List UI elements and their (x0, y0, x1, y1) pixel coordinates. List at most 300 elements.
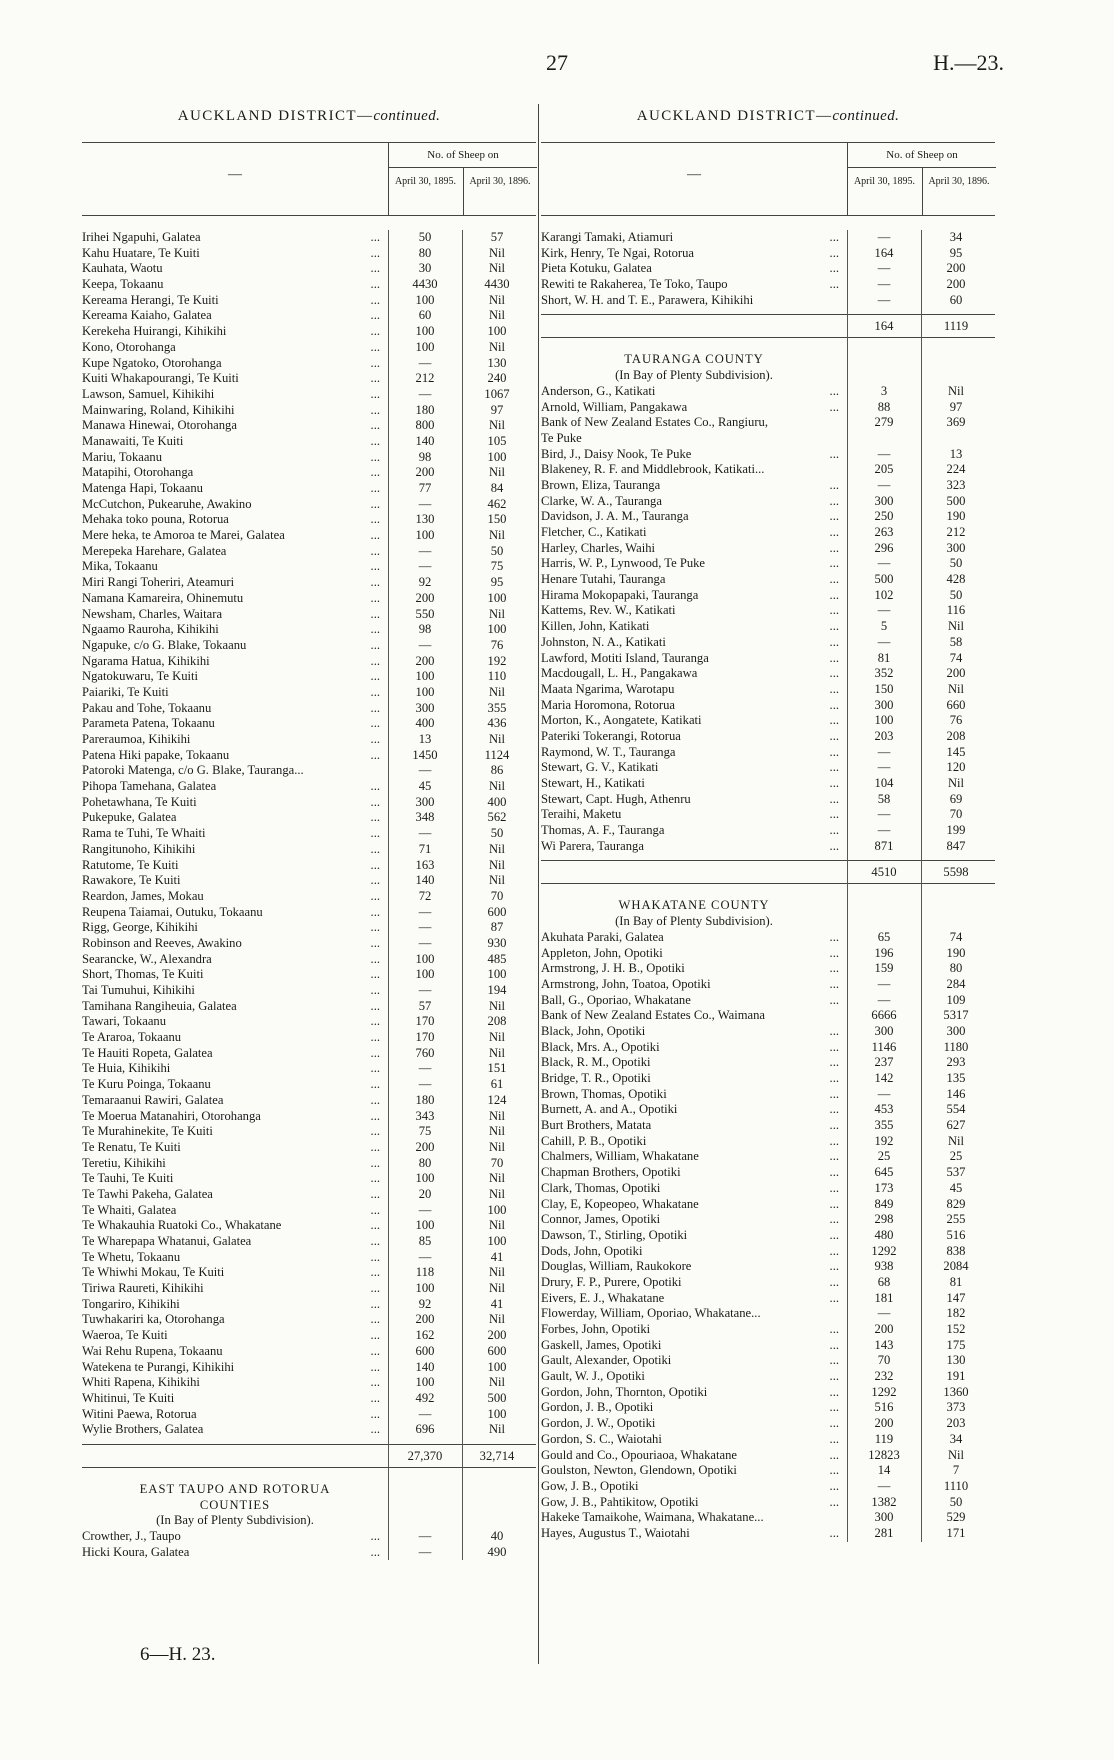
row-name: Gow, J. B., Opotiki ... (541, 1479, 847, 1495)
total-row (82, 1444, 536, 1468)
row-name: Pakau and Tohe, Tokaanu ... (82, 701, 388, 717)
table-row (541, 1134, 995, 1150)
row-value-1895: 300 (874, 1510, 894, 1525)
row-name: Akuhata Paraki, Galatea ... (541, 930, 847, 946)
left-header-group (388, 143, 537, 215)
row-name: Fletcher, C., Katikati ... (541, 525, 847, 541)
row-name: Temaraanui Rawiri, Galatea ... (82, 1093, 388, 1109)
row-value-1895: 200 (874, 1322, 894, 1336)
row-value-1896: 145 (946, 744, 966, 759)
table-row (82, 1203, 536, 1219)
table-row (541, 1385, 995, 1401)
row-value-1896: 7 (952, 1463, 960, 1478)
total-value-1896: 1119 (943, 319, 969, 334)
table-row (82, 1218, 536, 1234)
row-name: Wylie Brothers, Galatea ... (82, 1422, 388, 1438)
table-row (541, 651, 995, 667)
row-value-1896: 200 (946, 666, 966, 681)
row-name: Gordon, J. W., Opotiki ... (541, 1416, 847, 1432)
row-value-1895: 25 (877, 1149, 891, 1164)
row-value-1895: 162 (415, 1328, 435, 1343)
row-value-1895: 164 (874, 245, 894, 260)
row-name: Lawson, Samuel, Kihikihi ... (82, 387, 388, 403)
row-value-1896: 500 (946, 493, 966, 508)
row-name: Namana Kamareira, Ohinemutu ... (82, 591, 388, 607)
row-name: Patoroki Matenga, c/o G. Blake, Tauranga... (82, 763, 304, 778)
table-row (82, 685, 536, 701)
row-value-1896: 50 (949, 1494, 963, 1509)
row-name: Flowerday, William, Oporiao, Whakatane... (541, 1306, 761, 1321)
table-row (82, 1077, 536, 1093)
row-value-1895: — (877, 992, 891, 1007)
left-column (82, 108, 536, 1560)
row-value-1895: — (418, 1077, 432, 1092)
right-table-header (541, 142, 995, 216)
row-name: Gould and Co., Opouriaoa, Whakatane ... (541, 1448, 847, 1464)
table-row (82, 638, 536, 654)
left-title-main: AUCKLAND DISTRICT— (177, 108, 374, 124)
row-value-1896: Nil (947, 681, 965, 696)
row-name: Kauhata, Waotu ... (82, 261, 388, 277)
row-value-1896: 240 (487, 371, 507, 386)
table-row (82, 1297, 536, 1313)
table-row (82, 356, 536, 372)
table-row (541, 1479, 995, 1495)
row-value-1896: 1360 (943, 1384, 969, 1399)
row-value-1895: 30 (418, 261, 432, 276)
table-row (541, 277, 995, 293)
row-name: Harley, Charles, Waihi ... (541, 541, 847, 557)
row-value-1895: 400 (415, 716, 435, 731)
row-value-1895: 263 (874, 525, 894, 539)
right-header-group-title: No. of Sheep on (848, 143, 996, 168)
row-name: Te Moerua Matanahiri, Otorohanga ... (82, 1109, 388, 1125)
left-header-group-title: No. of Sheep on (389, 143, 537, 168)
table-row (541, 400, 995, 416)
row-name: Clarke, W. A., Tauranga ... (541, 494, 847, 510)
row-value-1896: Nil (488, 1265, 506, 1280)
row-value-1895: — (877, 634, 891, 649)
row-name: Gordon, John, Thornton, Opotiki ... (541, 1385, 847, 1401)
row-name: Cahill, P. B., Opotiki ... (541, 1134, 847, 1150)
row-value-1895: 100 (874, 713, 894, 728)
row-value-1896: 1110 (943, 1478, 969, 1493)
row-value-1896: 194 (487, 983, 507, 997)
row-value-1896: 41 (490, 1249, 504, 1264)
table-row (541, 556, 995, 572)
row-value-1896: 190 (946, 945, 966, 960)
table-row (82, 1061, 536, 1077)
row-value-1895: — (418, 386, 432, 401)
row-value-1896: Nil (488, 261, 506, 276)
right-header-col-1896: April 30, 1896. (922, 167, 995, 215)
table-row (541, 1087, 995, 1103)
table-row (82, 1545, 536, 1561)
row-name: Wai Rehu Rupena, Tokaanu ... (82, 1344, 388, 1360)
table-row (541, 1510, 995, 1526)
row-name: Harris, W. P., Lynwood, Te Puke ... (541, 556, 847, 572)
row-name: Te Huia, Kihikihi ... (82, 1061, 388, 1077)
table-row (82, 450, 536, 466)
row-name: Eivers, E. J., Whakatane ... (541, 1291, 847, 1307)
row-value-1896: Nil (488, 308, 506, 323)
total-value-1896: 5598 (943, 865, 969, 880)
table-row (82, 1234, 536, 1250)
row-value-1895: 102 (874, 587, 894, 602)
row-name: Armstrong, John, Toatoa, Opotiki ... (541, 977, 847, 993)
table-row (82, 261, 536, 277)
row-value-1895: 200 (874, 1416, 894, 1431)
table-row (541, 1228, 995, 1244)
row-value-1895: 516 (874, 1400, 894, 1415)
row-name: Black, Mrs. A., Opotiki ... (541, 1040, 847, 1056)
row-value-1896: 400 (487, 794, 507, 809)
row-value-1896: Nil (488, 465, 506, 480)
row-value-1895: 68 (877, 1274, 891, 1289)
row-value-1895: 98 (418, 622, 432, 637)
row-name: Matenga Hapi, Tokaanu ... (82, 481, 388, 497)
table-row (541, 478, 995, 494)
row-value-1896: Nil (947, 1447, 965, 1462)
row-value-1896: Nil (488, 684, 506, 699)
row-name: Gow, J. B., Pahtikitow, Opotiki ... (541, 1495, 847, 1511)
row-value-1896: 61 (490, 1077, 504, 1092)
row-name: Goulston, Newton, Glendown, Opotiki ... (541, 1463, 847, 1479)
row-value-1896: 490 (487, 1544, 507, 1559)
row-value-1895: — (418, 904, 432, 919)
total-label (541, 861, 847, 883)
row-name: Kahu Huatare, Te Kuiti ... (82, 246, 388, 262)
table-row (541, 993, 995, 1009)
row-value-1895: 343 (415, 1108, 435, 1123)
row-name: Ngapuke, c/o G. Blake, Tokaanu ... (82, 638, 388, 654)
row-name: Ngatokuwaru, Te Kuiti ... (82, 669, 388, 685)
row-name: McCutchon, Pukearuhe, Awakino ... (82, 497, 388, 513)
row-value-1896: 34 (949, 1431, 963, 1446)
row-value-1895: 143 (874, 1337, 894, 1352)
row-value-1895: 492 (415, 1390, 435, 1405)
section-heading (541, 352, 995, 368)
row-value-1895: 140 (415, 433, 435, 448)
row-value-1895: 13 (418, 732, 432, 746)
row-name: Teretiu, Kihikihi ... (82, 1156, 388, 1172)
row-value-1895: 104 (874, 776, 894, 790)
row-value-1896: 323 (946, 477, 966, 492)
row-value-1895: 298 (874, 1212, 894, 1227)
section-heading (82, 1498, 536, 1514)
table-row (82, 1250, 536, 1266)
row-value-1895: — (418, 1406, 432, 1421)
row-value-1896: Nil (488, 779, 506, 794)
left-title-italic: continued. (373, 108, 441, 124)
table-row (541, 1165, 995, 1181)
row-name: Watekena te Purangi, Kihikihi ... (82, 1360, 388, 1376)
row-value-1895: 500 (874, 572, 894, 587)
row-name: Pihopa Tamehana, Galatea ... (82, 779, 388, 795)
row-value-1895: 300 (874, 1023, 894, 1038)
section-heading-text: WHAKATANE COUNTY (618, 898, 770, 913)
row-name: Mehaka toko pouna, Rotorua ... (82, 512, 388, 528)
row-value-1896: 100 (487, 1202, 507, 1217)
section-subheading (82, 1513, 536, 1529)
total-value-1895: 27,370 (407, 1448, 443, 1463)
row-value-1895: 71 (418, 841, 432, 856)
row-value-1895: — (877, 477, 891, 492)
row-value-1895: 65 (877, 929, 891, 944)
row-value-1896: 1124 (484, 747, 510, 762)
row-name: Parameta Patena, Tokaanu ... (82, 716, 388, 732)
table-row (82, 920, 536, 936)
row-name: Manawa Hinewai, Otorohanga ... (82, 418, 388, 434)
table-row (82, 607, 536, 623)
row-value-1896: Nil (488, 606, 506, 621)
row-name: Rigg, George, Kihikihi ... (82, 920, 388, 936)
table-row (82, 246, 536, 262)
table-row (541, 431, 995, 447)
row-value-1896: 130 (487, 355, 507, 370)
table-row (82, 1407, 536, 1423)
row-name: Reardon, James, Mokau ... (82, 889, 388, 905)
row-name: Waeroa, Te Kuiti ... (82, 1328, 388, 1344)
row-name: Reupena Taiamai, Outuku, Tokaanu ... (82, 905, 388, 921)
row-name: Brown, Eliza, Tauranga ... (541, 478, 847, 494)
table-row (541, 1306, 995, 1322)
row-value-1895: 250 (874, 509, 894, 524)
table-row (82, 732, 536, 748)
row-name: Bank of New Zealand Estates Co., Waimana (541, 1008, 765, 1023)
table-row (82, 1093, 536, 1109)
row-value-1896: 81 (949, 1274, 963, 1289)
row-name: Henare Tutahi, Tauranga ... (541, 572, 847, 588)
table-row (82, 544, 536, 560)
row-value-1896: 829 (946, 1196, 966, 1211)
table-row (541, 1275, 995, 1291)
table-row (541, 1024, 995, 1040)
table-row (82, 1014, 536, 1030)
table-row (82, 810, 536, 826)
row-value-1896: Nil (488, 245, 506, 260)
table-row (82, 1529, 536, 1545)
row-name: Black, John, Opotiki ... (541, 1024, 847, 1040)
table-row (82, 952, 536, 968)
table-row (541, 792, 995, 808)
table-row (82, 748, 536, 764)
table-row (541, 698, 995, 714)
row-value-1895: 203 (874, 728, 894, 743)
row-name: Connor, James, Opotiki ... (541, 1212, 847, 1228)
row-name: Kereama Kaiaho, Galatea ... (82, 308, 388, 324)
row-value-1896: 105 (487, 433, 507, 448)
row-name: Black, R. M., Opotiki ... (541, 1055, 847, 1071)
table-row (82, 1328, 536, 1344)
row-name: Clark, Thomas, Opotiki ... (541, 1181, 847, 1197)
row-name: Douglas, William, Raukokore ... (541, 1259, 847, 1275)
row-value-1896: 191 (946, 1369, 966, 1384)
row-value-1895: — (418, 496, 432, 511)
section-gap (82, 1468, 536, 1482)
table-row (82, 889, 536, 905)
row-value-1896: 373 (946, 1400, 966, 1415)
row-value-1896: 171 (946, 1525, 966, 1540)
row-value-1895: 200 (415, 465, 435, 480)
row-value-1896: 135 (946, 1071, 966, 1085)
table-row (82, 622, 536, 638)
row-value-1895: 453 (874, 1102, 894, 1117)
right-table-body (541, 230, 995, 1542)
table-row (541, 1259, 995, 1275)
row-value-1896: Nil (488, 1030, 506, 1045)
row-value-1896: 660 (946, 697, 966, 712)
row-name: Rewiti te Rakaherea, Te Toko, Taupo ... (541, 277, 847, 293)
row-value-1896: 1067 (484, 386, 510, 401)
row-name: Mere heka, te Amoroa te Marei, Galatea ... (82, 528, 388, 544)
row-name: Kono, Otorohanga ... (82, 340, 388, 356)
row-value-1896: 110 (487, 669, 507, 684)
row-value-1895: 72 (418, 888, 432, 903)
row-value-1896: 100 (487, 622, 507, 637)
row-value-1896: 70 (490, 888, 504, 903)
row-name: Irihei Ngapuhi, Galatea ... (82, 230, 388, 246)
row-name: Morton, K., Aongatete, Katikati ... (541, 713, 847, 729)
table-row (541, 1181, 995, 1197)
table-row (82, 591, 536, 607)
right-column-title (541, 108, 995, 134)
row-name: Hakeke Tamaikohe, Waimana, Whakatane... (541, 1510, 764, 1525)
row-name: Hirama Mokopapaki, Tauranga ... (541, 588, 847, 604)
row-value-1896: 147 (946, 1290, 966, 1305)
left-table-header (82, 142, 536, 216)
row-value-1895: 281 (874, 1525, 894, 1540)
row-name: Gault, Alexander, Opotiki ... (541, 1353, 847, 1369)
row-value-1895: — (418, 920, 432, 935)
section-gap (541, 338, 995, 352)
section-subheading (541, 368, 995, 384)
table-row (82, 371, 536, 387)
row-value-1895: 205 (874, 462, 894, 477)
row-value-1895: 100 (415, 292, 435, 307)
row-name: Te Murahinekite, Te Kuiti ... (82, 1124, 388, 1140)
row-name: Te Araroa, Tokaanu ... (82, 1030, 388, 1046)
table-row (82, 905, 536, 921)
row-name: Rawakore, Te Kuiti ... (82, 873, 388, 889)
row-value-1895: — (877, 976, 891, 991)
table-row (82, 936, 536, 952)
table-row (82, 1281, 536, 1297)
table-row (541, 1322, 995, 1338)
section-subheading-text: (In Bay of Plenty Subdivision). (156, 1513, 314, 1528)
row-value-1896: 146 (946, 1086, 966, 1101)
section-heading-text: TAURANGA COUNTY (624, 352, 764, 367)
row-value-1896: 97 (490, 402, 504, 417)
row-value-1896: 200 (946, 277, 966, 292)
row-value-1896: Nil (488, 1186, 506, 1201)
table-row (541, 246, 995, 262)
row-value-1895: — (877, 760, 891, 775)
row-value-1895: 100 (415, 339, 435, 354)
row-value-1895: 181 (874, 1290, 894, 1305)
row-value-1895: 480 (874, 1227, 894, 1242)
table-row (541, 1495, 995, 1511)
total-label (541, 315, 847, 337)
row-value-1896: 74 (949, 650, 963, 665)
row-value-1895: 1450 (412, 747, 438, 762)
table-row (82, 701, 536, 717)
row-value-1896: 182 (946, 1306, 966, 1321)
row-value-1895: — (418, 1529, 432, 1543)
row-name: Hicki Koura, Galatea ... (82, 1545, 388, 1561)
row-name: Maata Ngarima, Warotapu ... (541, 682, 847, 698)
row-value-1896: 4430 (484, 277, 510, 292)
row-value-1895: 81 (877, 650, 891, 665)
row-value-1896: 80 (949, 961, 963, 976)
row-value-1895: 100 (415, 951, 435, 966)
table-row (541, 1102, 995, 1118)
row-value-1895: — (418, 1061, 432, 1076)
row-value-1895: 200 (415, 1312, 435, 1327)
row-value-1895: 80 (418, 1155, 432, 1170)
row-value-1896: 1180 (943, 1039, 969, 1054)
row-value-1896: 199 (946, 823, 966, 838)
row-name: Kuiti Whakapourangi, Te Kuiti ... (82, 371, 388, 387)
row-value-1895: — (418, 983, 432, 997)
row-value-1896: 87 (490, 920, 504, 935)
table-row (541, 415, 995, 431)
table-row (82, 967, 536, 983)
table-row (541, 760, 995, 776)
row-value-1895: — (877, 292, 891, 307)
table-row (82, 559, 536, 575)
row-value-1896: Nil (488, 841, 506, 856)
row-value-1896: 84 (490, 481, 504, 495)
table-row (82, 779, 536, 795)
section-gap (541, 884, 995, 898)
row-name: Burt Brothers, Matata ... (541, 1118, 847, 1134)
row-value-1896: Nil (488, 873, 506, 888)
row-name: Chapman Brothers, Opotiki ... (541, 1165, 847, 1181)
total-label (82, 1445, 388, 1467)
row-name: Dods, John, Opotiki ... (541, 1244, 847, 1260)
table-row (541, 1149, 995, 1165)
table-row (541, 745, 995, 761)
row-value-1895: 130 (415, 512, 435, 527)
row-value-1895: — (418, 543, 432, 558)
table-row (82, 1109, 536, 1125)
table-row (82, 230, 536, 246)
row-value-1895: 163 (415, 857, 435, 872)
table-row (541, 961, 995, 977)
table-row (541, 261, 995, 277)
page-number: 27 (546, 50, 568, 75)
row-value-1896: 200 (946, 261, 966, 276)
table-row (82, 465, 536, 481)
row-value-1895: 237 (874, 1055, 894, 1070)
row-name: Ngarama Hatua, Kihikihi ... (82, 654, 388, 670)
row-value-1895: 159 (874, 961, 894, 976)
row-value-1895: 170 (415, 1014, 435, 1029)
table-row (541, 1040, 995, 1056)
table-row (541, 729, 995, 745)
row-value-1895: 77 (418, 481, 432, 495)
row-value-1896: Nil (488, 1218, 506, 1233)
table-row (82, 842, 536, 858)
row-name: Ratutome, Te Kuiti ... (82, 858, 388, 874)
table-row (82, 983, 536, 999)
table-row (82, 418, 536, 434)
table-row (82, 481, 536, 497)
row-value-1896: 600 (487, 904, 507, 919)
row-value-1896: 60 (949, 292, 963, 307)
table-row (541, 1416, 995, 1432)
